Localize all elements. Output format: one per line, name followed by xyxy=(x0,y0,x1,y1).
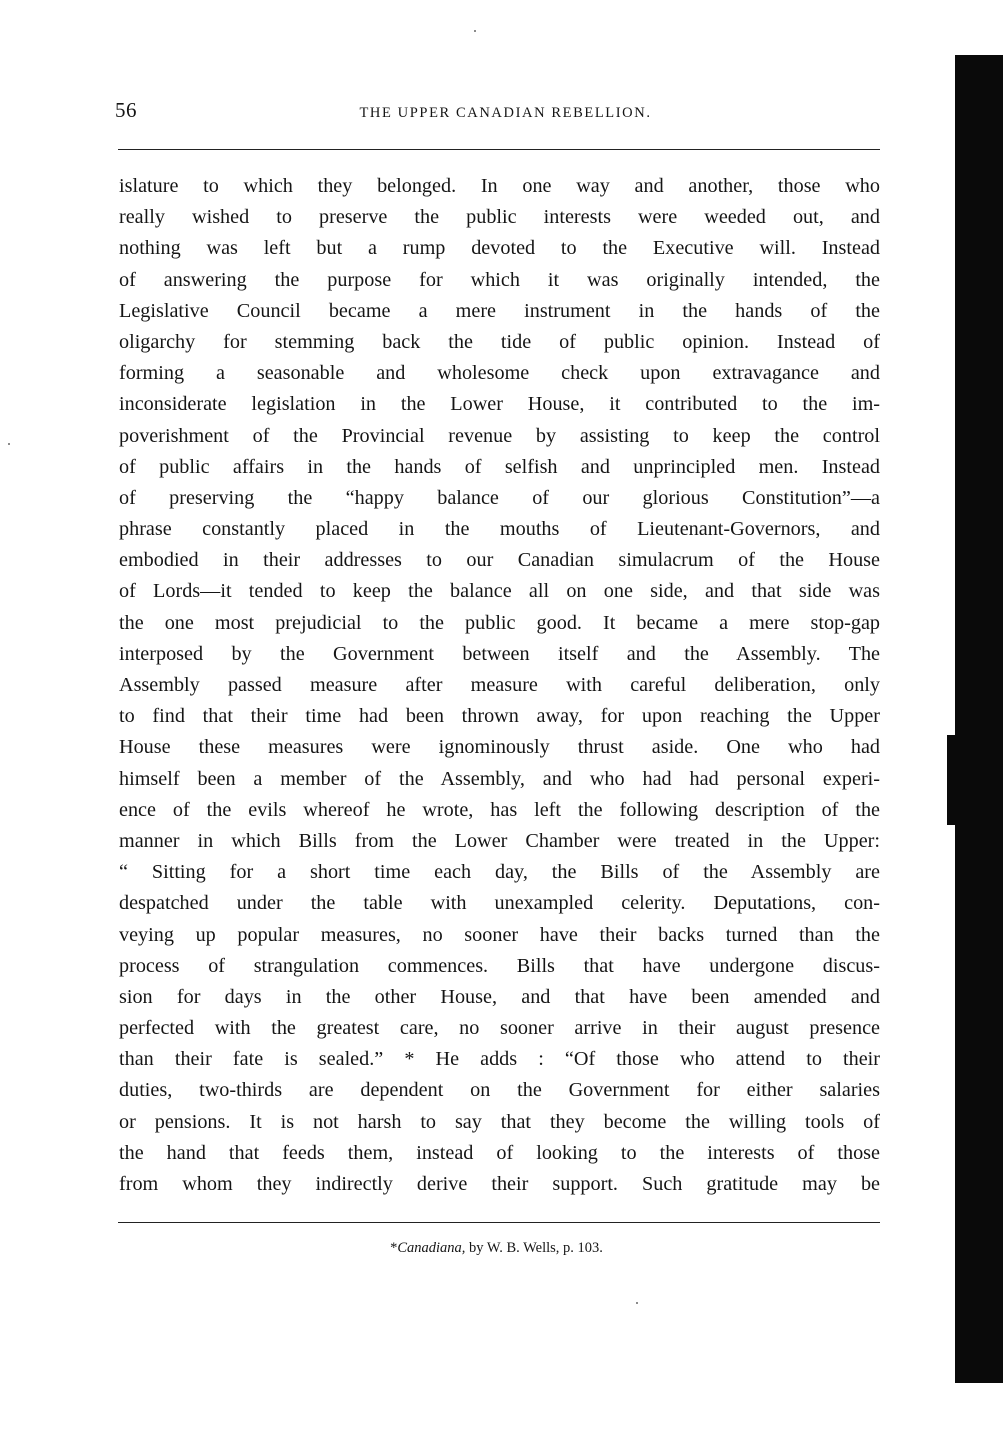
page-number: 56 xyxy=(115,98,137,122)
scan-speck xyxy=(636,1302,638,1304)
text-line: or pensions. It is not harsh to say that they become the willing tools of xyxy=(119,1110,880,1133)
text-line: really wished to preserve the public interests were weeded out, and xyxy=(119,206,880,229)
text-line: of Lords—it tended to keep the balance all on one side, and that side was xyxy=(119,580,880,603)
running-head-title: THE UPPER CANADIAN REBELLION. xyxy=(359,105,652,121)
text-line: poverishment of the Provincial revenue by assisting to keep the control xyxy=(119,424,880,447)
text-line: of answering the purpose for which it was originally intended, the xyxy=(119,268,880,291)
text-line: veying up popular measures, no sooner have their backs turned than the xyxy=(119,923,880,946)
text-line: House these measures were ignominously thrust aside. One who had xyxy=(119,736,880,759)
header-rule xyxy=(118,149,880,150)
body-paragraph xyxy=(119,171,880,1200)
text-line: of public affairs in the hands of selfish and unprincipled men. Instead xyxy=(119,455,880,478)
text-line: the one most prejudicial to the public good. It became a mere stop-gap xyxy=(119,611,880,634)
text-line: sion for days in the other House, and that have been amended and xyxy=(119,985,880,1008)
text-line: himself been a member of the Assembly, and who had had personal experi- xyxy=(119,767,880,790)
scan-speck xyxy=(474,30,476,32)
footnote-marker: * xyxy=(390,1240,398,1256)
footnote-title: Canadiana, xyxy=(397,1240,466,1256)
text-line: to find that their time had been thrown away, for upon reaching the Upper xyxy=(119,705,880,728)
text-line: nothing was left but a rump devoted to the Executive will. Instead xyxy=(119,237,880,260)
text-line: than their fate is sealed.” * He adds : “Of those who attend to their xyxy=(119,1048,880,1071)
text-line: duties, two-thirds are dependent on the Government for either salaries xyxy=(119,1079,880,1102)
scan-edge-shadow xyxy=(955,55,1003,1383)
footnote-citation: by W. B. Wells, p. 103. xyxy=(469,1240,603,1256)
text-line: Assembly passed measure after measure with careful deliberation, only xyxy=(119,674,880,696)
footnote xyxy=(0,1240,1003,1257)
text-line: interposed by the Government between itself and the Assembly. The xyxy=(119,642,880,665)
text-line: manner in which Bills from the Lower Chamber were treated in the Upper: xyxy=(119,829,880,852)
text-line: forming a seasonable and wholesome check upon extravagance and xyxy=(119,362,880,385)
text-line: embodied in their addresses to our Canadian simulacrum of the House xyxy=(119,549,880,572)
text-line: the hand that feeds them, instead of looking to the interests of those xyxy=(119,1141,880,1164)
text-line: from whom they indirectly derive their support. Such gratitude may be xyxy=(119,1173,880,1195)
text-line: perfected with the greatest care, no sooner arrive in their august presence xyxy=(119,1017,880,1040)
text-line: inconsiderate legislation in the Lower House, it contributed to the im- xyxy=(119,393,880,416)
text-line: phrase constantly placed in the mouths of Lieutenant-Governors, and xyxy=(119,518,880,541)
running-head xyxy=(0,105,1003,122)
text-line: despatched under the table with unexampled celerity. Deputations, con- xyxy=(119,892,880,915)
scan-speck xyxy=(8,443,10,445)
text-line: process of strangulation commences. Bills that have undergone discus- xyxy=(119,954,880,977)
text-line: ence of the evils whereof he wrote, has left the following description of the xyxy=(119,798,880,821)
text-line: islature to which they belonged. In one way and another, those who xyxy=(119,175,880,197)
text-line: of preserving the “happy balance of our glorious Constitution”—a xyxy=(119,486,880,509)
text-line: Legislative Council became a mere instrument in the hands of the xyxy=(119,299,880,322)
footnote-rule xyxy=(118,1222,880,1223)
text-line: oligarchy for stemming back the tide of public opinion. Instead of xyxy=(119,330,880,353)
text-line: “ Sitting for a short time each day, the Bills of the Assembly are xyxy=(119,861,880,884)
